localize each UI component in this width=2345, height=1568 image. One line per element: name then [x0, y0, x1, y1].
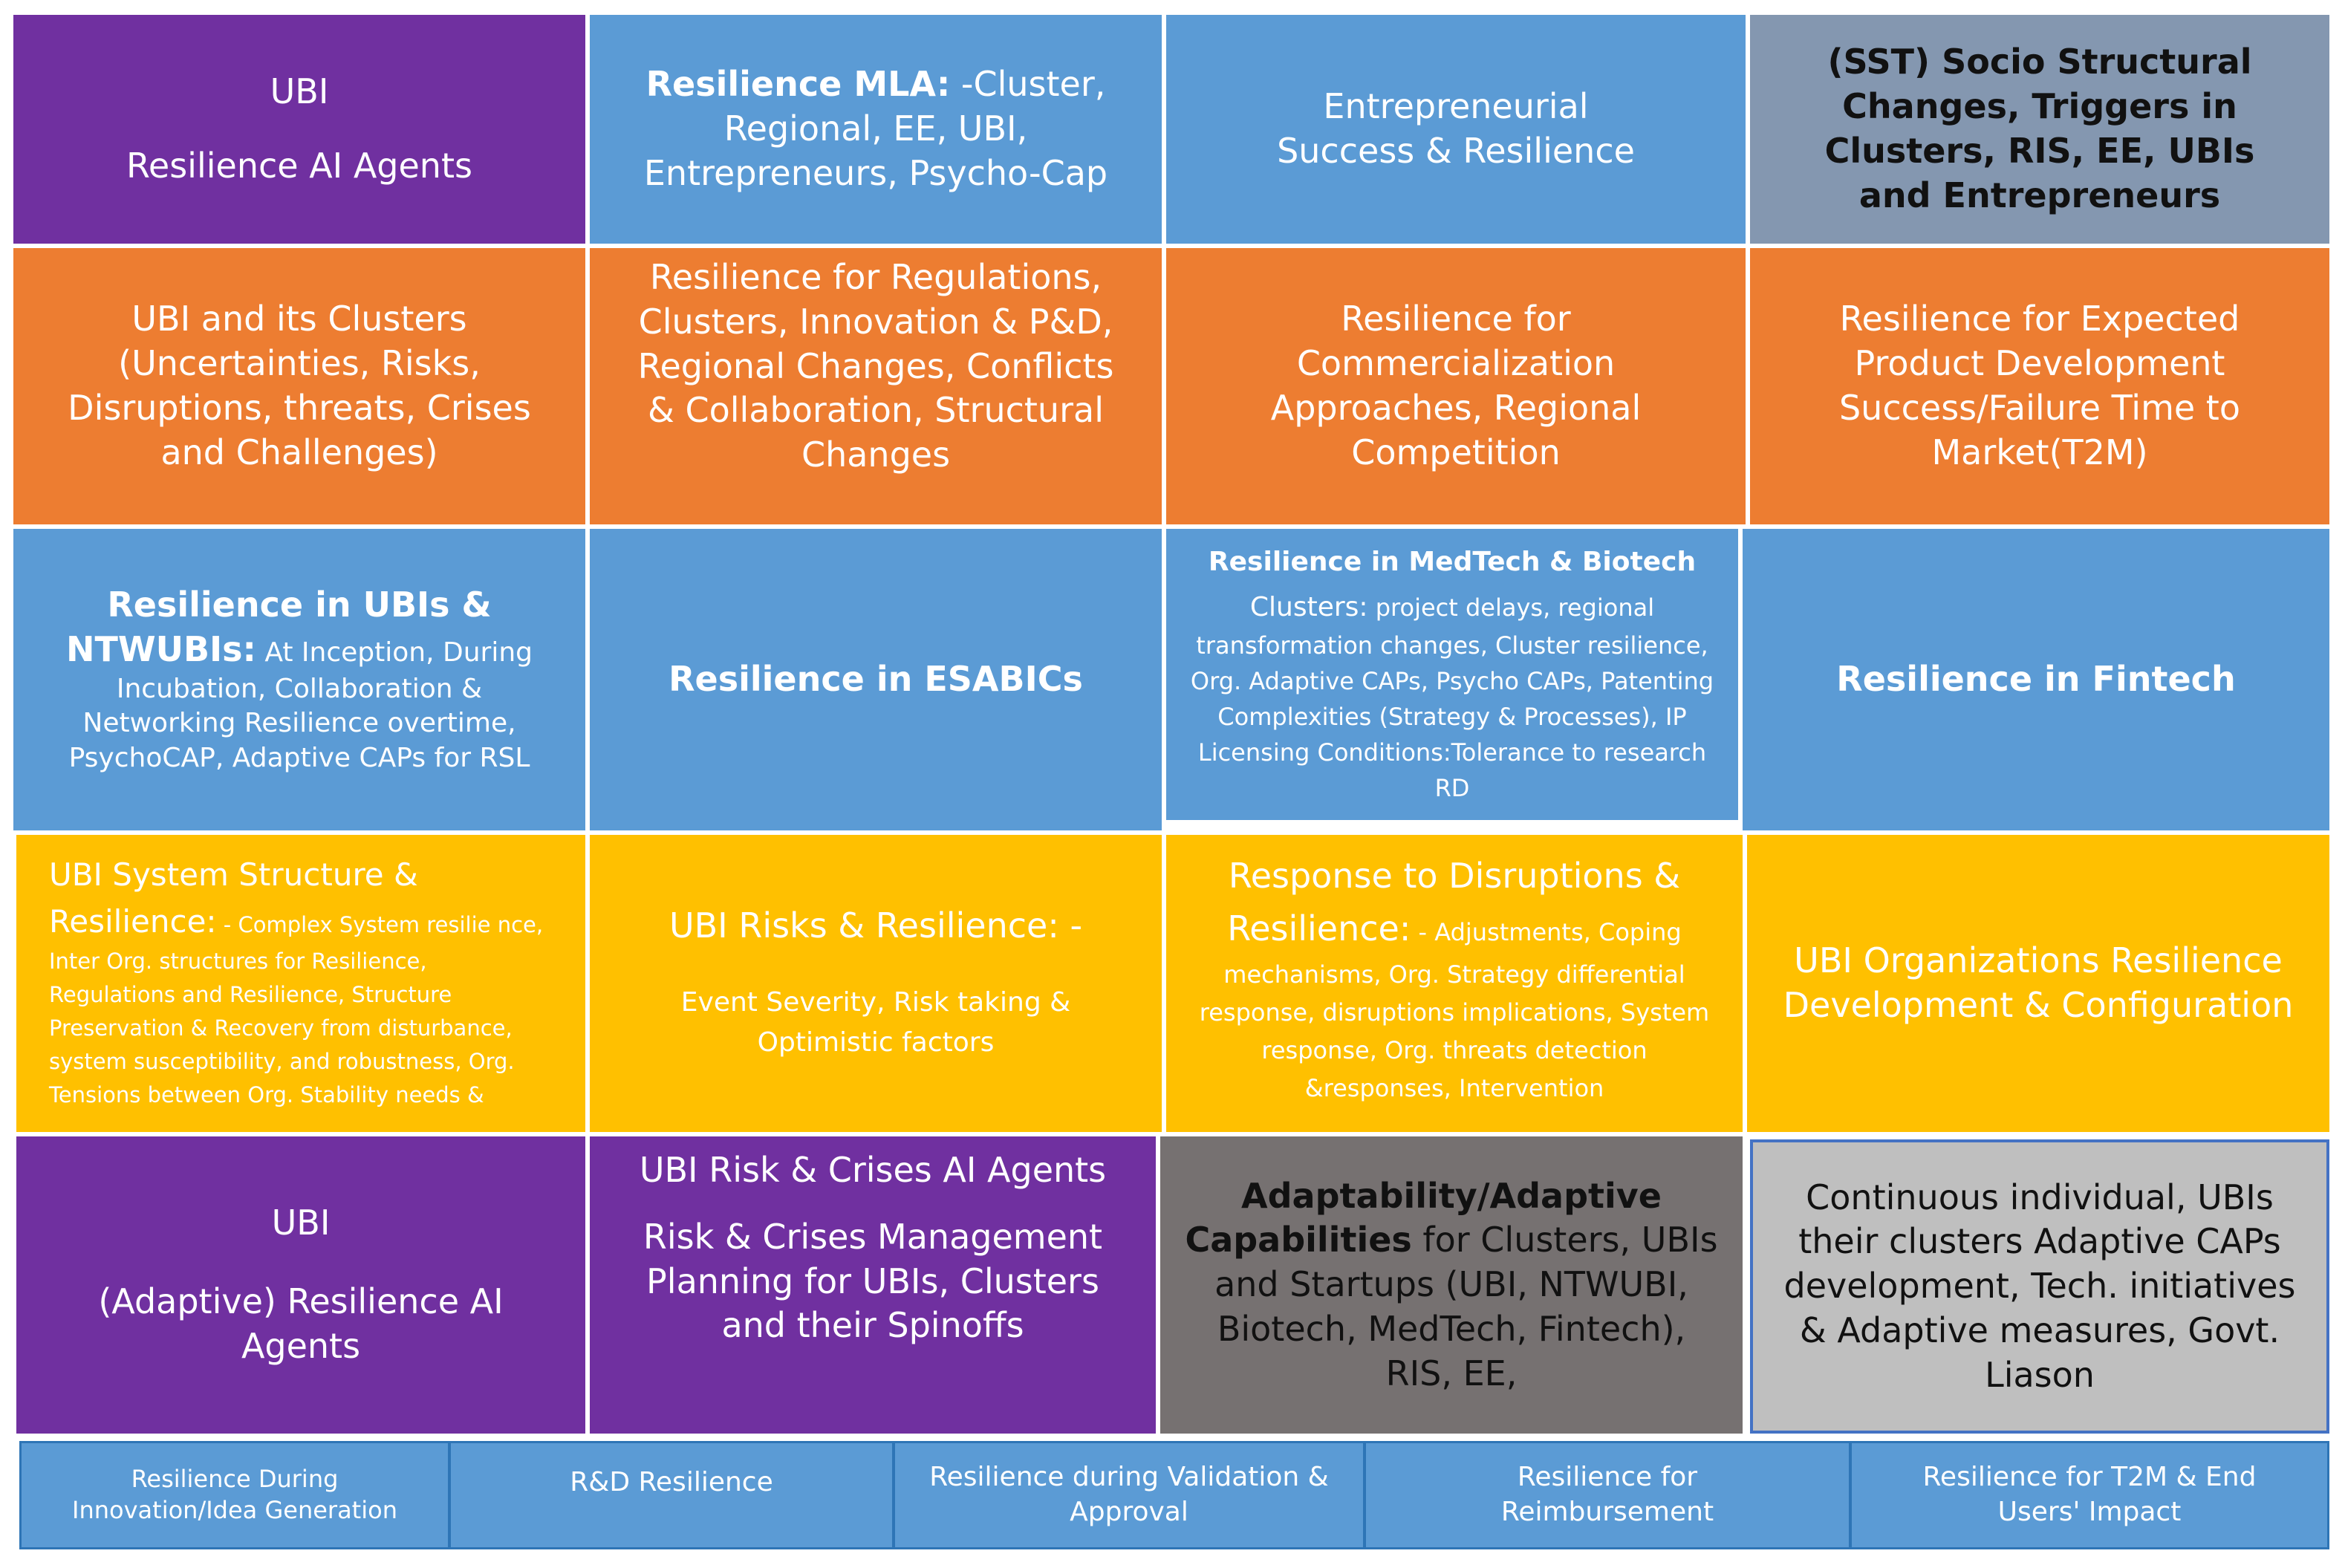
bottom-validation-approval [893, 1441, 1365, 1549]
cell-text: (SST) Socio Structural Changes, Triggers in Clusters, RIS, EE, UBIs and Entrepreneurs [1824, 42, 2255, 215]
cell-text: UBI and its Clusters (Uncertainties, Risks, Disruptions, threats, Crises and Challenges) [68, 299, 531, 472]
cell-lead: Response to Disruptions & Resilience: [1227, 856, 1681, 949]
cell-text: Resilience for Regulations, Clusters, Innovation & P&D, Regional Changes, Conflicts & Collaboration, Structural Changes [637, 257, 1114, 475]
cell-text [40, 628, 559, 776]
cell-text [1193, 850, 1716, 1107]
cell-line: Resilience AI Agents [126, 146, 472, 186]
ubi-adaptive-resilience-ai-agents-cell [16, 1136, 585, 1434]
ubi-clusters-uncertainties-cell [13, 248, 585, 524]
resilience-regulations-cell [590, 248, 1162, 524]
continuous-individual-adaptive-cell [1750, 1139, 2329, 1434]
resilience-ubis-ntwubis-cell [13, 529, 585, 830]
cell-text [1183, 1174, 1720, 1396]
cell-line: UBI [271, 1203, 331, 1243]
cell-text [1188, 588, 1716, 806]
ubi-system-structure-cell [16, 835, 585, 1132]
resilience-commercialization-cell [1166, 248, 1746, 524]
bottom-rd-resilience [449, 1441, 894, 1549]
cell-text: Resilience for Commercialization Approaches, Regional Competition [1270, 299, 1642, 472]
resilience-fintech-cell [1743, 529, 2329, 830]
entrepreneurial-success-cell [1166, 15, 1746, 244]
cell-lead: Clusters: [1249, 591, 1368, 622]
cell-line: UBI [270, 71, 329, 112]
bottom-reimbursement [1364, 1441, 1851, 1549]
cell-text: Resilience During Innovation/Idea Generation [72, 1465, 397, 1524]
resilience-product-development-cell [1750, 248, 2329, 524]
cell-text: Resilience for Expected Product Development Success/Failure Time to Market(T2M) [1838, 299, 2240, 472]
response-to-disruptions-cell [1166, 835, 1743, 1132]
resilience-medtech-biotech-cell [1166, 529, 1738, 820]
cell-rest: for Clusters, UBIs and Startups (UBI, NTWUBI, Biotech, MedTech, Fintech), RIS, EE, [1214, 1220, 1718, 1393]
bottom-t2m-end-users-impact [1850, 1441, 2329, 1549]
ubi-resilience-ai-agents-cell [13, 15, 585, 244]
cell-text: Resilience for T2M & End Users' Impact [1922, 1462, 2257, 1527]
cell-line: (Adaptive) Resilience AI Agents [98, 1281, 504, 1366]
resilience-mla-cell [590, 15, 1162, 244]
cell-text: Resilience during Validation & Approval [929, 1462, 1329, 1527]
cell-bold: NTWUBIs: [66, 628, 256, 669]
ubi-risks-resilience-cell [590, 835, 1162, 1132]
cell-line: Risk & Crises Management Planning for UBIs, Clusters and their Spinoffs [643, 1216, 1103, 1346]
cell-line: Event Severity, Risk taking & Optimistic factors [680, 986, 1071, 1058]
cell-bold: Adaptability/Adaptive Capabilities [1185, 1175, 1662, 1260]
cell-text: UBI Organizations Resilience Development & Configuration [1783, 940, 2294, 1025]
cell-title: Resilience in UBIs & [107, 585, 492, 625]
cell-text: Resilience in Fintech [1836, 659, 2236, 700]
cell-body: At Inception, During Incubation, Collaboration & Networking Resilience overtime, PsychoCAP, Adaptive CAPs for RSL [68, 637, 533, 774]
adaptability-capabilities-cell [1160, 1136, 1743, 1434]
ubi-risk-crises-ai-agents-cell [590, 1136, 1156, 1434]
cell-text [606, 62, 1145, 195]
cell-text: Resilience in ESABICs [669, 659, 1083, 700]
cell-line: UBI Risk & Crises AI Agents [639, 1150, 1107, 1190]
cell-lead: UBI System Structure & Resilience: [49, 856, 418, 940]
cell-text [49, 851, 556, 1112]
cell-body: - Complex System resilie nce, Inter Org. structures for Resilience, Regulations and Resilience, Structure Preservation & Recovery from disturbance, system susceptibility, and robustness, Org. Tensions between Org. Stability needs & [49, 912, 544, 1107]
cell-text: Entrepreneurial Success & Resilience [1277, 86, 1635, 171]
cell-rest: -Cluster, Regional, EE, UBI, Entrepreneurs, Psycho-Cap [643, 64, 1108, 193]
cell-text: Continuous individual, UBIs their clusters Adaptive CAPs development, Tech. initiatives & Adaptive measures, Govt. Liason [1783, 1177, 2296, 1395]
cell-body: - Adjustments, Coping mechanisms, Org. Strategy differential response, disruptions implications, System response, Org. threats detection &responses, Intervention [1199, 918, 1710, 1103]
sst-cell [1750, 15, 2329, 244]
cell-text: R&D Resilience [570, 1467, 773, 1497]
cell-title: Resilience in MedTech & Biotech [1208, 547, 1697, 577]
cell-bold: Resilience MLA: [645, 64, 951, 105]
cell-line: UBI Risks & Resilience: - [669, 905, 1083, 946]
resilience-esabics-cell [590, 529, 1162, 830]
bottom-innovation-idea-generation [19, 1441, 450, 1549]
cell-text: Resilience for Reimbursement [1500, 1462, 1714, 1527]
cell-body: project delays, regional transformation changes, Cluster resilience, Org. Adaptive CAPs, Psycho CAPs, Patenting Complexities (Strategy & Processes), IP Licensing Conditions:Tolerance to research RD [1190, 593, 1714, 802]
ubi-organizations-resilience-cell [1747, 835, 2329, 1132]
